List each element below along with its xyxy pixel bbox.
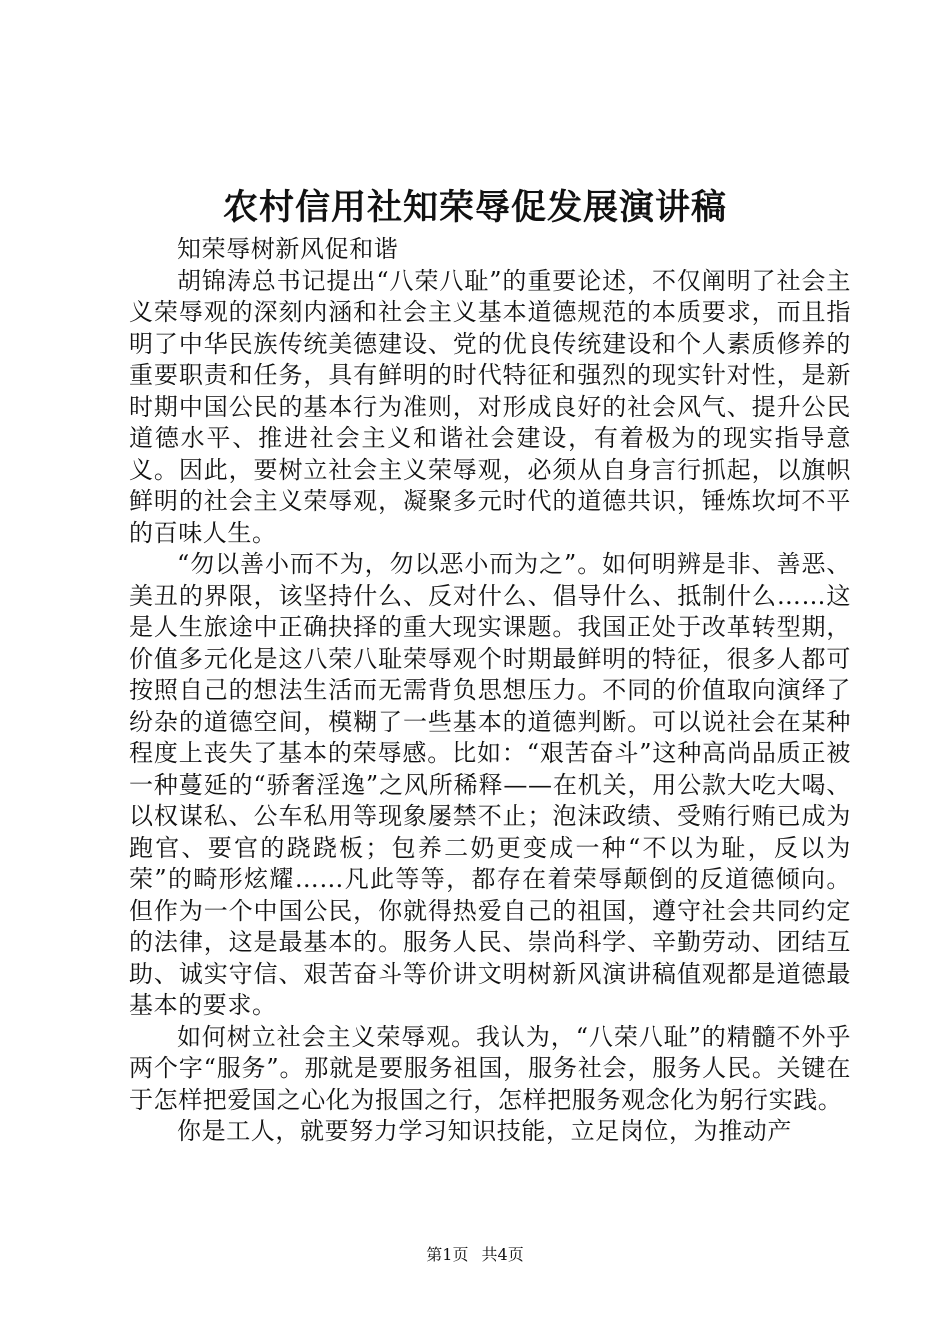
page-total: 共4页 <box>481 1245 524 1264</box>
page-number: 第1页 <box>426 1245 469 1264</box>
body-paragraph: 你是工人，就要努力学习知识技能，立足岗位，为推动产 <box>177 1117 792 1145</box>
document-body <box>129 234 851 1148</box>
page-footer <box>0 1243 950 1267</box>
subtitle-paragraph: 知荣辱树新风促和谐 <box>177 235 399 263</box>
body-paragraph: 如何树立社会主义荣辱观。我认为，“八荣八耻”的精髓不外乎两个字“服务”。那就是要服务祖国，服务社会，服务人民。关键在于怎样把爱国之心化为报国之行，怎样把服务观念化为躬行实践。 <box>129 1022 851 1114</box>
body-paragraph: “勿以善小而不为，勿以恶小而为之”。如何明辨是非、善恶、美丑的界限，该坚持什么、反对什么、倡导什么、抵制什么……这是人生旅途中正确抉择的重大现实课题。我国正处于改革转型期，价值多元化是这八荣八耻荣辱观个时期最鲜明的特征，很多人都可按照自己的想法生活而无需背负思想压力。不同的价值取向演绎了纷杂的道德空间，模糊了一些基本的道德判断。可以说社会在某种程度上丧失了基本的荣辱感。比如：“艰苦奋斗”这种高尚品质正被一种蔓延的“骄奢淫逸”之风所稀释——在机关，用公款大吃大喝、以权谋私、公车私用等现象屡禁不止；泡沫政绩、受贿行贿已成为跑官、要官的跷跷板；包养二奶更变成一种“不以为耻，反以为荣”的畸形炫耀……凡此等等，都存在着荣辱颠倒的反道德倾向。但作为一个中国公民，你就得热爱自己的祖国，遵守社会共同约定的法律，这是最基本的。服务人民、崇尚科学、辛勤劳动、团结互助、诚实守信、艰苦奋斗等价讲文明树新风演讲稿值观都是道德最基本的要求。 <box>129 550 851 1019</box>
body-paragraph: 胡锦涛总书记提出“八荣八耻”的重要论述，不仅阐明了社会主义荣辱观的深刻内涵和社会主义基本道德规范的本质要求，而且指明了中华民族传统美德建设、党的优良传统建设和个人素质修养的重要职责和任务，具有鲜明的时代特征和强烈的现实针对性，是新时期中国公民的基本行为准则，对形成良好的社会风气、提升公民道德水平、推进社会主义和谐社会建设，有着极为的现实指导意义。因此，要树立社会主义荣辱观，必须从自身言行抓起，以旗帜鲜明的社会主义荣辱观，凝聚多元时代的道德共识，锤炼坎坷不平的百味人生。 <box>129 266 851 547</box>
document-title: 农村信用社知荣辱促发展演讲稿 <box>222 187 727 228</box>
